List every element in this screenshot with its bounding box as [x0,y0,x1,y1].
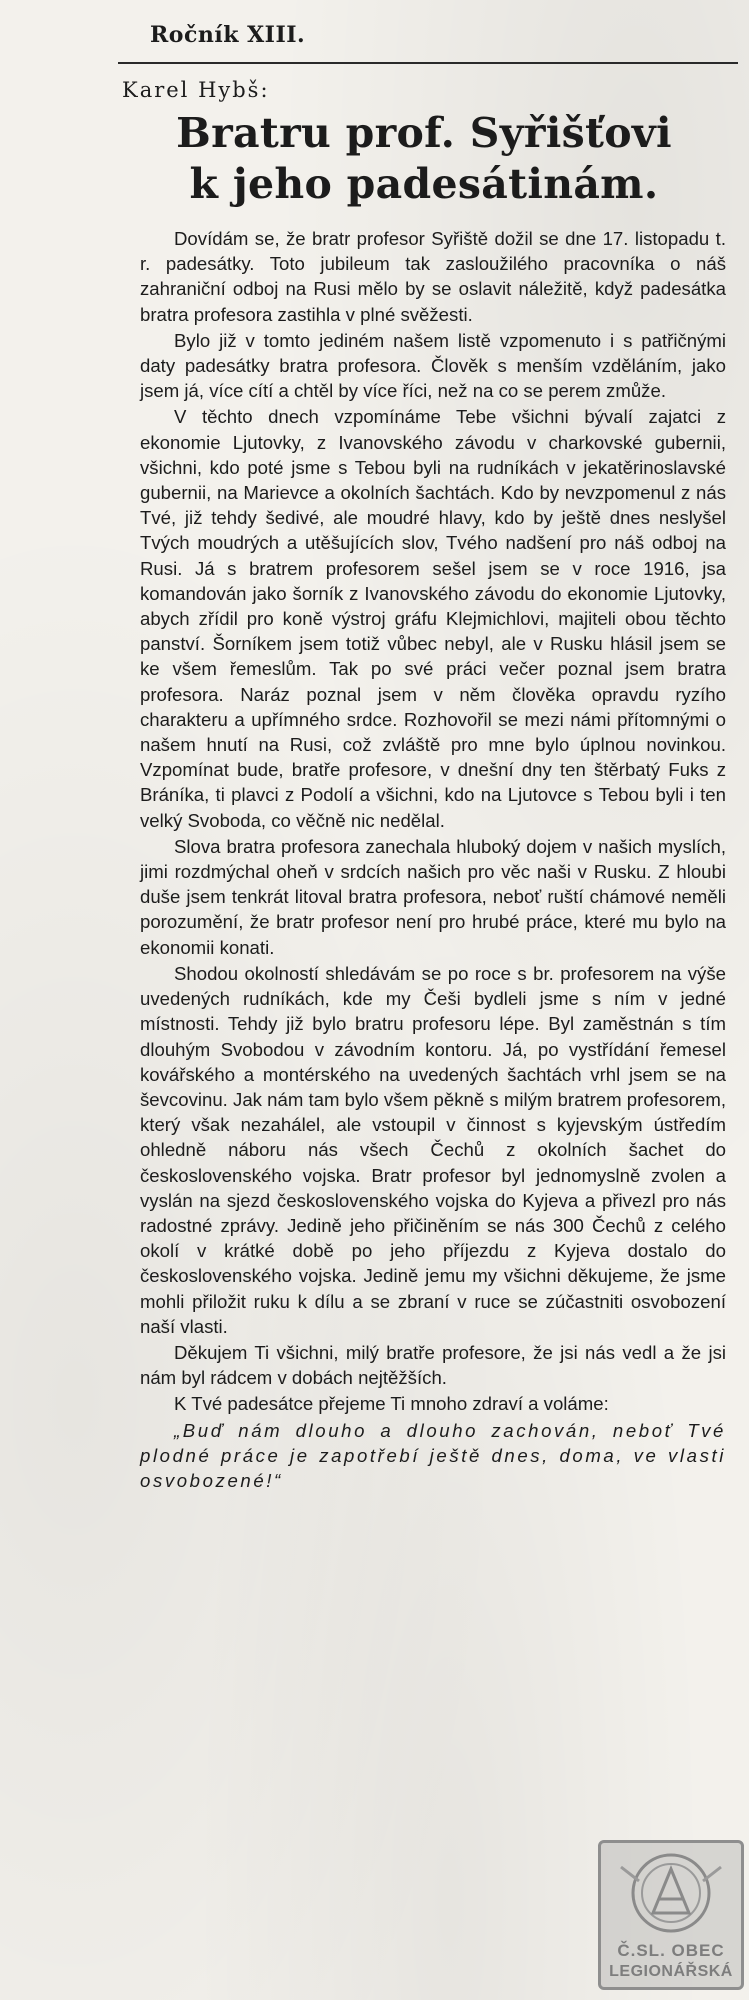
article-author: Karel Hybš: [122,78,270,102]
header-divider [118,62,738,64]
paragraph: Slova bratra profesora zanechala hluboký dojem v našich myslích, jimi rozdmýchal oheň v srdcích našich pro věc naši v Rusku. Z hloubi duše jsem tenkrát litoval bratra profesora, neboť ruští chámové neměli porozumění, že bratr profesor není pro hrubé práce, které mu bylo na ekonomii konati. [140,835,726,958]
closing-wish: „Buď nám dlouho a dlouho zachován, neboť Tvé plodné práce je zapotřebí ještě dnes, doma, ve vlasti osvobozené!“ [140,1419,726,1491]
legion-emblem-icon [601,1843,741,1939]
article-title-line-1: Bratru prof. Syřišťovi [176,109,672,157]
article-title-line-2: k jeho padesátinám. [189,160,659,208]
stamp-text-line-2: LEGIONÁŘSKÁ [609,1963,733,1980]
stamp-text-line-1: Č.SL. OBEC [617,1941,725,1960]
paragraph: Děkujem Ti všichni, milý bratře profesore, že jsi nás vedl a že jsi nám byl rádcem v dobách nejtěžších. [140,1341,726,1389]
article-body [140,226,726,1494]
paragraph: K Tvé padesátce přejeme Ti mnoho zdraví a voláme: [174,1393,609,1415]
paragraph: Shodou okolností shledávám se po roce s br. profesorem na výše uvedených rudníkách, kde my Češi bydleli jsme s ním v jedné místnosti. Tehdy již bylo bratru profesoru lépe. Byl zaměstnán s tím dlouhým Svobodou v závodním kontoru. Já, po vystřídání řemesel kovářského a montérského na uvedených šachtách vrhl jsem se na ševcovinu. Jak nám tam bylo všem pěkně s milým bratrem profesorem, který však nezahálel, ale vstoupil v činnost s kyjevským ústředím ohledně náboru nás všech Čechů z okolních šachet do československého vojska. Bratr profesor byl jednomyslně zvolen a vyslán na sjezd československého vojska do Kyjeva a přivezl pro nás radostné zprávy. Jedině jeho přičiněním se nás 300 Čechů z celého okolí v krátké době po jeho příjezdu z Kyjeva dostalo do československého vojska. Jedině jemu my všichni děkujeme, že jsme mohli přiložit ruku k dílu a se zbraní v ruce se zúčastniti osvobození naší vlasti. [140,962,726,1337]
paragraph: V těchto dnech vzpomínáme Tebe všichni bývalí zajatci z ekonomie Ljutovky, z Ivanovského závodu v charkovské gubernii, všichni, kdo poté jsme s Tebou byli na rudníkách v jekatěrinoslavské gubernii, na Marievce a okolních šachtách. Kdo by nevzpomenul z nás Tvé, již tehdy šedivé, ale moudré hlavy, kdo by ještě dnes neslyšel Tvých moudrých a utěšujících slov, Tvého nadšení pro náš odboj na Rusi. Já s bratrem profesorem sešel jsem se v roce 1916, jsa komandován jako šorník z Ivanovského závodu do ekonomie Ljutovky, abych zřídil pro koně výstroj gráfu Klejmichlovi, majiteli obou těchto panství. Šorníkem jsem totiž vůbec nebyl, ale v Rusku hlásil jsem se ke všem řemeslům. Tak po své práci večer poznal jsem bratra profesora. Naráz poznal jsem v něm člověka opravdu ryzího charakteru a upřímného srdce. Rozhovořil se mezi námi přítomnými o našem hnutí na Rusi, což zvláště pro mne bylo úplnou novinkou. Vzpomínat bude, bratře profesore, v dnešní dny ten štěrbatý Fuks z Bráníka, ti plavci z Podolí a všichni, kdo na Ljutovce s Tebou byli i ten velký Svoboda, co věčně nic nedělal. [140,406,726,831]
volume-header: Ročník XIII. [150,22,306,48]
archive-stamp [598,1840,744,1990]
article-title [118,108,730,210]
paragraph: Bylo již v tomto jediném našem listě vzpomenuto i s patřičnými daty padesátky bratra profesora. Člověk s menším vzděláním, jako jsem já, více cítí a chtěl by více říci, než na co se perem zmůže. [140,329,726,402]
paragraph: Dovídám se, že bratr profesor Syřiště dožil se dne 17. listopadu t. r. padesátky. Toto jubileum tak zasloužilého pracovníka o náš zahraniční odboj na Rusi mělo by se oslavit náležitě, když padesátka bratra profesora zastihla v plné svěžesti. [140,228,726,325]
